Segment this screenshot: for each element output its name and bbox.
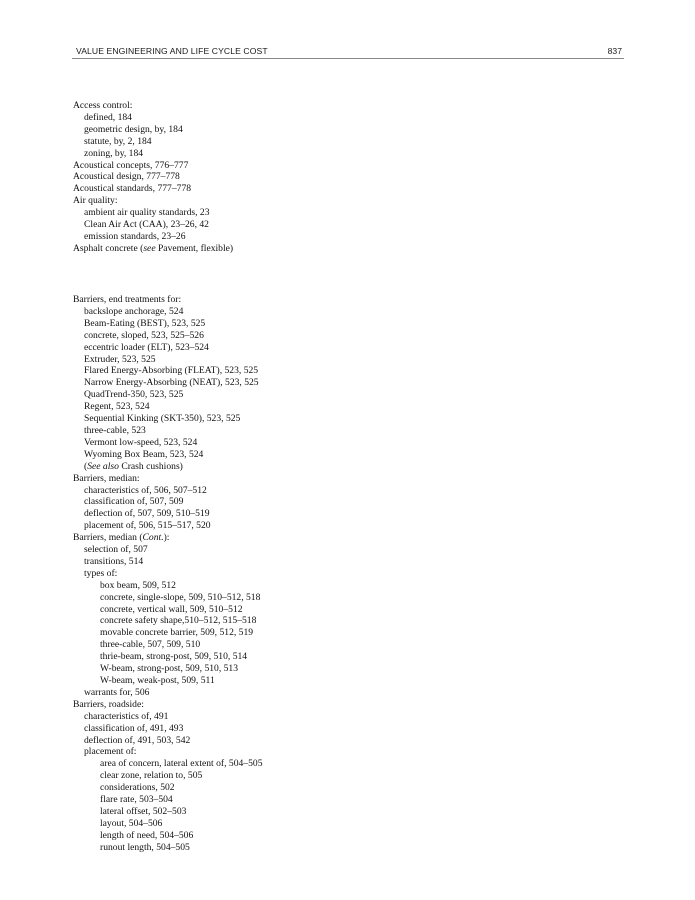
index-main-entry [73,100,613,112]
index-subentry [73,687,613,699]
index-subentry [73,306,613,318]
entry-text: ( [84,460,88,472]
index-subsubentry [73,675,613,687]
index-subentry [73,520,613,532]
index-block-a [73,100,613,255]
entry-text: Barriers, end treatments for: [73,294,182,305]
index-subentry [73,330,613,342]
entry-text: clear zone, relation to, 505 [100,770,203,782]
index-main-entry [73,195,613,207]
index-block-b [73,294,613,854]
entry-text: Flared Energy-Absorbing (FLEAT), 523, 525 [84,365,259,377]
index-main-entry [73,243,613,255]
index-subsubentry [73,830,613,842]
index-subentry [73,485,613,497]
entry-text: Regent, 523, 524 [84,401,150,413]
entry-text: Sequential Kinking (SKT-350), 523, 525 [84,413,241,425]
entry-text-after: ): [163,532,170,544]
index-subsubentry [73,639,613,651]
entry-text: Barriers, median ( [73,532,143,544]
index-subsubentry [73,782,613,794]
index-main-entry [73,473,613,485]
entry-text: concrete, vertical wall, 509, 510–512 [100,603,243,615]
entry-text-after: Crash cushions) [118,460,183,472]
entry-text: types of: [84,567,118,579]
index-subentry [73,318,613,330]
entry-text: runout length, 504–505 [100,841,190,853]
entry-text: classification of, 507, 509 [84,496,184,508]
entry-text: Extruder, 523, 525 [84,353,156,365]
index-subsubentry [73,580,613,592]
entry-text: defined, 184 [84,111,132,123]
index-subentry [73,231,613,243]
entry-text: concrete, sloped, 523, 525–526 [84,329,204,341]
entry-text: Acoustical standards, 777–778 [73,183,192,195]
index-subentry [73,461,613,473]
index-subsubentry [73,758,613,770]
entry-italic-text: Cont. [142,532,164,544]
entry-text: transitions, 514 [84,555,144,567]
entry-text: Acoustical design, 777–778 [73,171,180,183]
entry-text: Acoustical concepts, 776–777 [73,159,189,171]
entry-italic-text: see [143,242,156,254]
running-head-title: VALUE ENGINEERING AND LIFE CYCLE COST [76,46,268,56]
index-subsubentry [73,615,613,627]
entry-text: considerations, 502 [100,782,175,794]
index-main-entry [73,699,613,711]
entry-text: deflection of, 491, 503, 542 [84,734,191,746]
index-main-entry [73,532,613,544]
entry-text: zoning, by, 184 [84,147,144,159]
entry-text: W-beam, strong-post, 509, 510, 513 [100,663,239,675]
index-subentry [73,711,613,723]
entry-text-after: Pavement, flexible) [155,242,234,254]
entry-text: three-cable, 523 [84,424,146,436]
entry-text: characteristics of, 491 [84,710,169,722]
index-subentry [73,413,613,425]
index-subentry [73,449,613,461]
entry-text: eccentric loader (ELT), 523–524 [84,341,209,353]
entry-text: Vermont low-speed, 523, 524 [84,436,198,448]
index-subentry [73,124,613,136]
index-subentry [73,342,613,354]
index-subentry [73,148,613,160]
entry-text: Wyoming Box Beam, 523, 524 [84,448,204,460]
index-subsubentry [73,604,613,616]
entry-italic-text: See also [87,460,119,472]
index-subentry [73,723,613,735]
entry-text: ambient air quality standards, 23 [84,207,210,219]
index-main-entry [73,294,613,306]
entry-text: emission standards, 23–26 [84,230,186,242]
index-subentry [73,508,613,520]
index-subentry [73,544,613,556]
index-subsubentry [73,806,613,818]
index-main-entry [73,183,613,195]
index-subentry [73,207,613,219]
entry-text: movable concrete barrier, 509, 512, 519 [100,627,254,639]
entry-text: placement of: [84,746,137,758]
index-subentry [73,354,613,366]
entry-text: selection of, 507 [84,544,148,556]
entry-text: layout, 504–506 [100,817,163,829]
entry-text: characteristics of, 506, 507–512 [84,484,207,496]
index-subentry [73,556,613,568]
index-subentry [73,496,613,508]
index-subentry [73,735,613,747]
index-subentry [73,377,613,389]
entry-text: box beam, 509, 512 [100,579,176,591]
entry-text: backslope anchorage, 524 [84,305,184,317]
entry-text: deflection of, 507, 509, 510–519 [84,508,210,520]
index-subentry [73,437,613,449]
entry-text: W-beam, weak-post, 509, 511 [100,675,215,686]
index-subentry [73,389,613,401]
index-subentry [73,365,613,377]
entry-text: Barriers, median: [73,472,140,484]
index-subentry [73,401,613,413]
page-number: 837 [607,46,622,56]
entry-text: warrants for, 506 [84,686,150,698]
entry-text: flare rate, 503–504 [100,794,173,806]
entry-text: concrete, single-slope, 509, 510–512, 518 [100,591,261,603]
entry-text: Beam-Eating (BEST), 523, 525 [84,317,206,329]
index-main-entry [73,171,613,183]
index-subsubentry [73,770,613,782]
entry-text: length of need, 504–506 [100,829,194,841]
entry-text: three-cable, 507, 509, 510 [100,639,201,651]
entry-text: concrete safety shape,510–512, 515–518 [100,615,257,627]
entry-text: Narrow Energy-Absorbing (NEAT), 523, 525 [84,377,259,389]
index-subentry [73,112,613,124]
index-subsubentry [73,842,613,854]
index-subentry [73,568,613,580]
index-subsubentry [73,663,613,675]
index-subentry [73,136,613,148]
entry-text: classification of, 491, 493 [84,722,184,734]
entry-text: Clean Air Act (CAA), 23–26, 42 [84,219,209,231]
index-subsubentry [73,651,613,663]
index-subsubentry [73,627,613,639]
entry-text: statute, by, 2, 184 [84,135,152,147]
entry-text: geometric design, by, 184 [84,123,183,135]
index-subentry [73,219,613,231]
index-subsubentry [73,818,613,830]
index-subentry [73,425,613,437]
index-subsubentry [73,794,613,806]
entry-text: area of concern, lateral extent of, 504–505 [100,758,263,770]
entry-text: Asphalt concrete ( [73,242,144,254]
entry-text: placement of, 506, 515–517, 520 [84,520,211,532]
entry-text: lateral offset, 502–503 [100,805,187,817]
entry-text: QuadTrend-350, 523, 525 [84,389,184,401]
entry-text: Access control: [73,100,133,111]
index-main-entry [73,160,613,172]
index-subsubentry [73,592,613,604]
entry-text: Barriers, roadside: [73,698,144,710]
entry-text: Air quality: [73,195,118,207]
running-header [72,42,624,59]
entry-text: thrie-beam, strong-post, 509, 510, 514 [100,651,248,663]
index-subentry [73,746,613,758]
